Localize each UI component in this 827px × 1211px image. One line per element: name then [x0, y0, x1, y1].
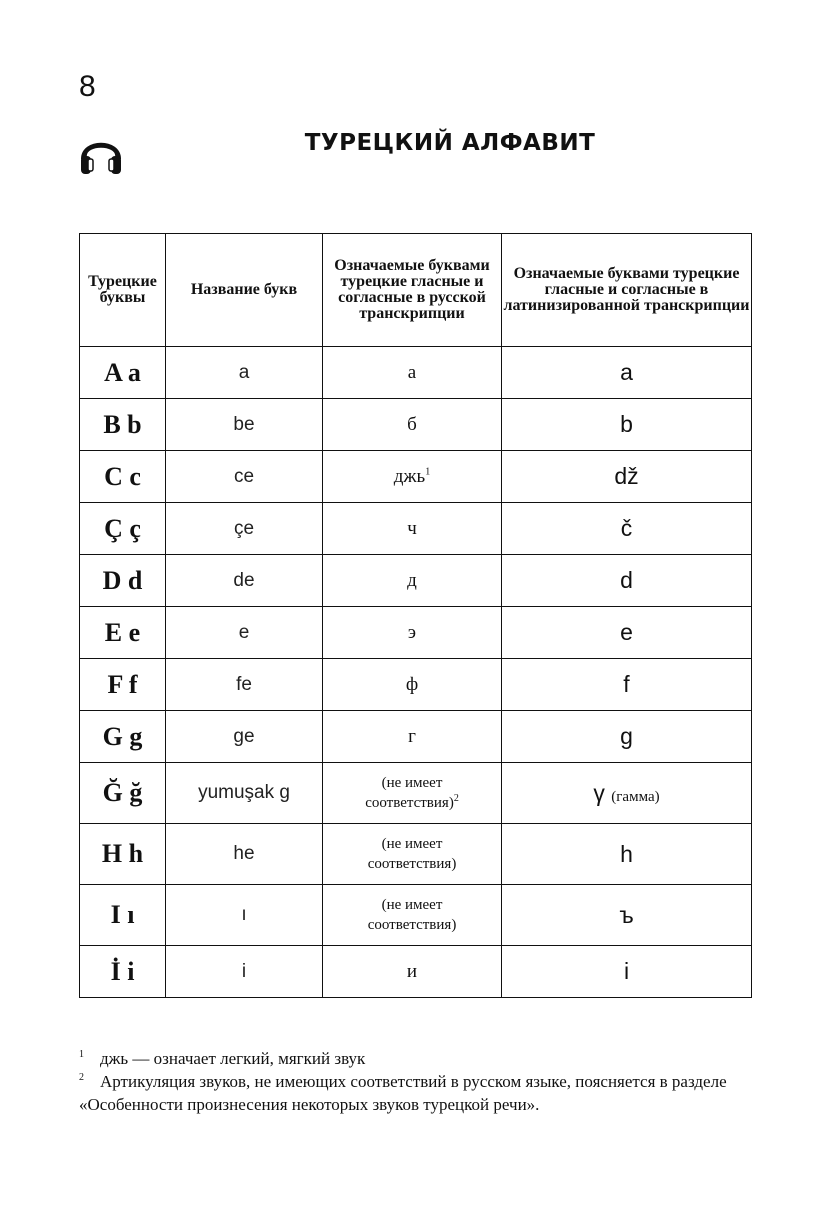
latin-transcription: č [502, 503, 752, 555]
footnote-mark: 1 [79, 1049, 84, 1061]
latin-transcription: f [502, 659, 752, 711]
header-turkish-letters: Турецкие буквы [80, 234, 166, 347]
latin-transcription: i [502, 946, 752, 998]
footnote-ref: 1 [425, 466, 431, 478]
russian-transcription: д [323, 555, 502, 607]
turkish-letter: İ i [80, 946, 166, 998]
footnote-mark: 2 [79, 1072, 84, 1084]
table-row [80, 711, 752, 763]
turkish-letter: C c [80, 451, 166, 503]
latin-transcription: a [502, 347, 752, 399]
table-row [80, 555, 752, 607]
latin-note: (гамма) [611, 788, 660, 805]
russian-transcription [323, 763, 502, 824]
letter-name: ı [166, 885, 323, 946]
russian-transcription: а [323, 347, 502, 399]
latin-transcription: g [502, 711, 752, 763]
russian-transcription-text: джь [393, 465, 426, 487]
letter-name: a [166, 347, 323, 399]
transcription-line: (не имеет [381, 897, 443, 913]
turkish-letter: F f [80, 659, 166, 711]
turkish-letter: Ğ ğ [80, 763, 166, 824]
letter-name: fe [166, 659, 323, 711]
russian-transcription [323, 824, 502, 885]
letter-name: he [166, 824, 323, 885]
russian-transcription [323, 885, 502, 946]
page-number: 8 [79, 70, 96, 103]
latin-transcription [502, 763, 752, 824]
latin-transcription: h [502, 824, 752, 885]
russian-transcription: и [323, 946, 502, 998]
table-row [80, 451, 752, 503]
table-row [80, 885, 752, 946]
letter-name: de [166, 555, 323, 607]
russian-transcription: ф [323, 659, 502, 711]
letter-name: yumuşak g [166, 763, 323, 824]
letter-name: i [166, 946, 323, 998]
footnotes [79, 1047, 759, 1116]
letter-name: ge [166, 711, 323, 763]
turkish-letter: A a [80, 347, 166, 399]
latin-transcription: d [502, 555, 752, 607]
transcription-line: (не имеет [381, 775, 443, 791]
footnote [79, 1047, 759, 1070]
transcription-line: соответствия) [365, 795, 454, 811]
turkish-letter: H h [80, 824, 166, 885]
letter-name: e [166, 607, 323, 659]
turkish-letter: D d [80, 555, 166, 607]
table-row [80, 824, 752, 885]
header-letter-names: Название букв [166, 234, 323, 347]
latin-symbol: γ [593, 779, 605, 806]
header-latin-transcription: Означаемые буквами турецкие гласные и согласные в латинизированной транскрипции [502, 234, 752, 347]
turkish-letter: E e [80, 607, 166, 659]
turkish-letter: G g [80, 711, 166, 763]
russian-transcription: ч [323, 503, 502, 555]
latin-transcription: dž [502, 451, 752, 503]
footnote-text: Артикуляция звуков, не имеющих соответствий в русском языке, поясняется в разделе «Особенности произнесения некоторых звуков турецкой речи». [79, 1072, 727, 1114]
russian-transcription: б [323, 399, 502, 451]
turkish-letter: I ı [80, 885, 166, 946]
russian-transcription: э [323, 607, 502, 659]
letter-name: be [166, 399, 323, 451]
footnote-text: джь — означает легкий, мягкий звук [100, 1049, 366, 1068]
header-russian-transcription: Означаемые буквами турецкие гласные и согласные в русской транскрипции [323, 234, 502, 347]
transcription-line: (не имеет [381, 836, 443, 852]
latin-transcription: e [502, 607, 752, 659]
turkish-letter: Ç ç [80, 503, 166, 555]
transcription-line: соответствия) [367, 856, 457, 872]
page-title: ТУРЕЦКИЙ АЛФАВИТ [304, 130, 596, 156]
latin-transcription: b [502, 399, 752, 451]
table-row [80, 763, 752, 824]
letter-name: ce [166, 451, 323, 503]
table-row [80, 946, 752, 998]
table-row [80, 659, 752, 711]
russian-transcription [323, 451, 502, 503]
table-row [80, 503, 752, 555]
footnote-ref: 2 [453, 793, 459, 804]
table-row [80, 347, 752, 399]
table-row [80, 399, 752, 451]
footnote [79, 1070, 759, 1116]
transcription-line: соответствия) [367, 917, 457, 933]
table-row [80, 607, 752, 659]
latin-transcription: ъ [502, 885, 752, 946]
russian-transcription: г [323, 711, 502, 763]
letter-name: çe [166, 503, 323, 555]
alphabet-table [79, 233, 752, 998]
turkish-letter: B b [80, 399, 166, 451]
